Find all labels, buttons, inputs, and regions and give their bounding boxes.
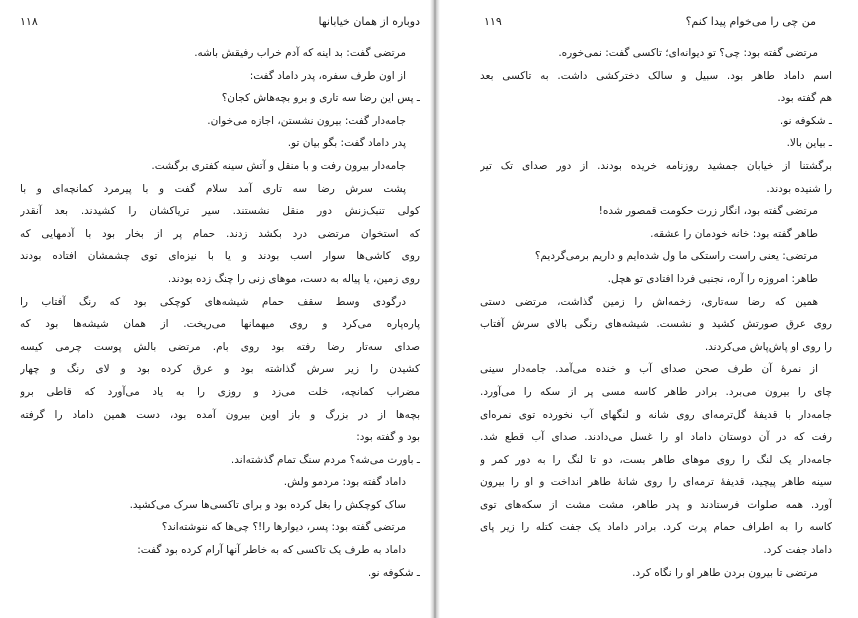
page-text bbox=[20, 42, 420, 584]
text-line: روی زمین، یا پیاله به دست، موهای زنی را چنگ زده بودند. bbox=[167, 272, 420, 285]
text-line: را روی او پاش‌پاش می‌کردند. bbox=[704, 340, 832, 353]
text-line: طاهر: امروزه را آره، نجنبی فردا افتادی تو هچل. bbox=[607, 272, 818, 285]
running-head bbox=[480, 12, 832, 32]
text-line: ـ شکوفه نو. bbox=[367, 566, 420, 579]
text-line: آورد. همه صلوات فرستادند و پدر طاهر، مشت مشت از سکه‌های توی bbox=[480, 498, 832, 511]
page-number: ۱۱۸ bbox=[20, 15, 38, 28]
page-text bbox=[480, 42, 832, 584]
text-line: داماد جفت کرد. bbox=[763, 544, 832, 557]
text-line: مرتضی تا بیرون بردن طاهر او را نگاه کرد. bbox=[632, 566, 818, 579]
text-line: روی کاشی‌ها سوار اسب بودند و یا با نیزه‌ای توی چشمشان افتاده بودند bbox=[20, 250, 420, 263]
text-line: برگشتنا از خیابان جمشید روزنامه خریده بودند. از دور صدای تک تیر bbox=[480, 159, 832, 172]
running-title: دوباره از همان خیابانها bbox=[318, 15, 420, 28]
text-line: جامه‌دار یک لنگ را روی موهای طاهر بست، دو تا لنگ را به دور کمر و bbox=[480, 453, 832, 466]
text-line: ـ بیاین بالا. bbox=[786, 137, 832, 150]
text-line: همین که رضا سه‌تاری، زخمه‌اش را زمین گذاشت، مرتضی دستی bbox=[480, 295, 818, 308]
text-line: پدر داماد گفت: بگو بیان تو. bbox=[287, 137, 406, 150]
text-line: ـ شکوفه نو. bbox=[779, 114, 832, 127]
text-line: جامه‌دار با قدیفهٔ گل‌ترمه‌ای روی شانه و لنگهای آب نخورده توی نمره‌ای bbox=[480, 408, 832, 421]
text-line: سینه طاهر پیچید، قدیفهٔ ترمه‌ای را روی شانهٔ طاهر انداخت و او را بیرون bbox=[480, 476, 832, 489]
text-line: ساک کوچکش را بغل کرده بود و برای تاکسی‌ها سرک می‌کشید. bbox=[129, 498, 406, 511]
text-line: را شنیده بودند. bbox=[766, 182, 832, 195]
text-line: مضراب کمانچه، خلت می‌زد و روزی را به یاد می‌آورد که قاطی برو bbox=[20, 385, 420, 398]
text-line: داماد گفته بود: مردمو ولش. bbox=[283, 476, 406, 489]
text-line: رفت که در آن دوستان داماد او را غسل می‌دادند. صدای آب قطع شد. bbox=[480, 431, 832, 444]
text-line: مرتضی گفته بود: چی؟ تو دیوانه‌ای؛ تاکسی گفت: نمی‌خوره. bbox=[558, 47, 818, 59]
text-line: ـ باورت می‌شه؟ مردم سنگ تمام گذشته‌اند. bbox=[230, 453, 420, 466]
text-line: از نمرهٔ آن طرف صحن صدای آب و خنده می‌آمد. جامه‌دار سینی bbox=[480, 363, 818, 376]
text-line: چای را بیرون می‌برد. برادر طاهر کاسه مسی پر از سکه را می‌آورد. bbox=[480, 385, 832, 398]
text-line: داماد به طرف یک تاکسی که به خاطر آنها آرام کرده بود گفت: bbox=[137, 544, 406, 557]
text-line: ـ پس این رضا سه تاری و برو بچه‌هاش کجان؟ bbox=[221, 92, 420, 105]
text-line: کولی تنبک‌زنش دور منقل نشستند. سیر تریاکشان را کشیدند. بعد آنقدر bbox=[20, 205, 420, 218]
text-line: پاره‌پاره می‌کرد و روی میهمانها می‌ریخت. از همان شیشه‌ها بود که bbox=[20, 318, 420, 331]
text-line: صدای سه‌تار رضا رفته بود روی بام. مرتضی بالش پوست چرمی کیسه bbox=[20, 340, 420, 353]
text-line: بود و گفته بود: bbox=[356, 431, 420, 444]
text-line: از اون طرف سفره، پدر داماد گفت: bbox=[249, 69, 406, 82]
text-line: روی عرق صورتش کشید و نشست. شیشه‌های رنگی بالای سرش آفتاب bbox=[480, 318, 832, 331]
text-line: بچه‌ها از در بزرگ و باز اوین بیرون آمده بود، دست همین داماد را گرفته bbox=[20, 408, 420, 421]
text-line: طاهر گفته بود: خانه خودمان را عشقه. bbox=[650, 227, 818, 240]
text-line: مرتضی گفته بود، انگار زرت حکومت قمصور شده! bbox=[598, 205, 818, 218]
book-gutter bbox=[430, 0, 440, 618]
text-line: درگودی وسط سقف حمام شیشه‌های کوچکی بود که رنگ آفتاب را bbox=[20, 295, 406, 308]
text-line: که استخوان مرتضی درد بکشد زدند. حمام پر از بخار بود با آدمهایی که bbox=[20, 227, 420, 240]
text-line: جامه‌دار بیرون رفت و با منقل و آتش سینه کفتری برگشت. bbox=[151, 159, 406, 172]
text-line: کشیدن را زیر سرش گذاشته بود و عرق کرده بود و لای رنگ و چهار bbox=[20, 363, 420, 376]
text-line: مرتضی: یعنی راست راستکی ما ول شده‌ایم و داریم برمی‌گردیم؟ bbox=[534, 250, 818, 263]
text-line: هم گفته بود. bbox=[777, 92, 832, 105]
running-title: من چی را می‌خوام پیدا کنم؟ bbox=[685, 15, 816, 28]
page-number: ۱۱۹ bbox=[484, 15, 502, 28]
text-line: مرتضی گفت: بد اینه که آدم خراب رفیقش باشه. bbox=[194, 47, 406, 59]
left-page bbox=[20, 0, 420, 618]
text-line: اسم داماد طاهر بود. سبیل و سالک دخترکشی داشت. به تاکسی بعد bbox=[480, 69, 832, 82]
text-line: پشت سرش رضا سه تاری آمد سلام گفت و با پیرمرد کمانچه‌ای و با bbox=[20, 182, 406, 195]
right-page bbox=[480, 0, 832, 618]
running-head bbox=[20, 12, 420, 32]
text-line: کاسه را به اطراف حمام پرت کرد. برادر داماد یک جفت کتله را زیر پای bbox=[480, 521, 832, 534]
text-line: مرتضی گفته بود: پسر، دیوارها را!؟ چی‌ها که ننوشته‌اند؟ bbox=[161, 521, 406, 534]
text-line: جامه‌دار گفت: بیرون نشستن، اجازه می‌خوان. bbox=[207, 114, 406, 127]
